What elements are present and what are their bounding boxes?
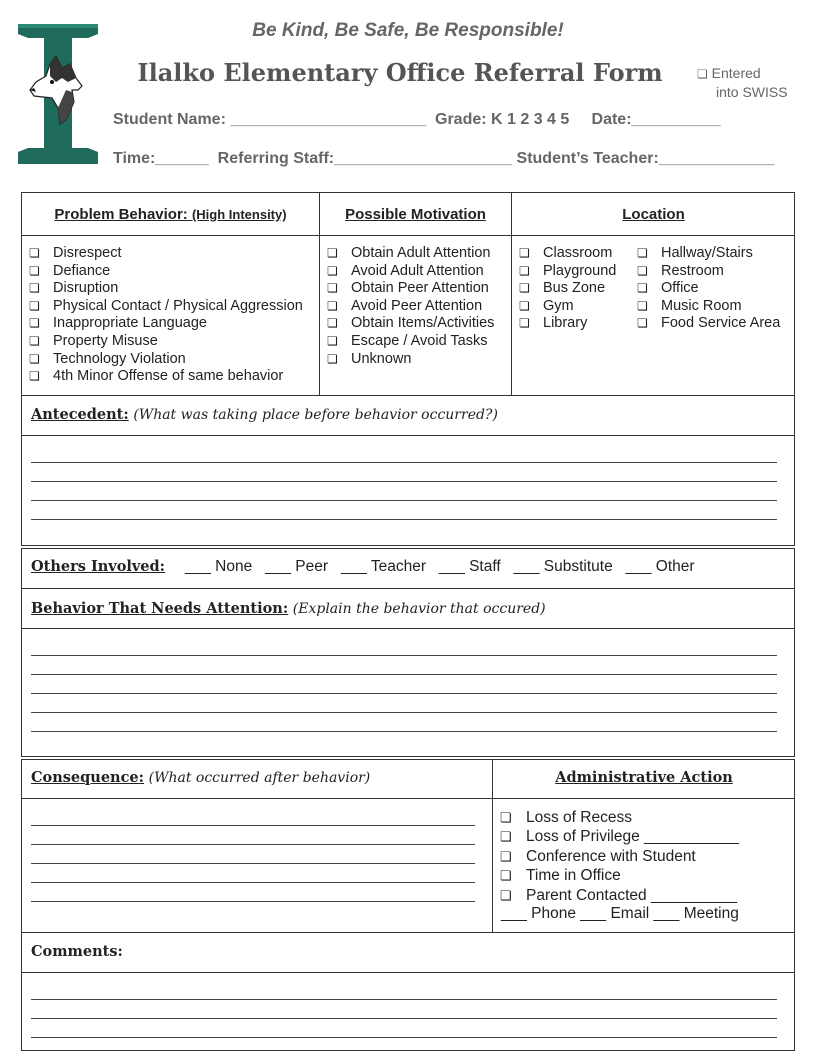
checkbox-icon: ❏ xyxy=(29,316,40,331)
checkbox-icon: ❏ xyxy=(500,868,512,884)
location-option-label: Music Room xyxy=(661,297,742,314)
location-option[interactable] xyxy=(637,263,780,281)
checkbox-icon: ❏ xyxy=(327,351,338,366)
location-header: Location xyxy=(622,206,685,223)
problem-behavior-list xyxy=(29,245,303,386)
administrative-action-option[interactable] xyxy=(500,827,739,846)
checkbox-icon: ❏ xyxy=(519,298,530,313)
checkbox-icon: ❏ xyxy=(29,281,40,296)
write-line[interactable] xyxy=(31,901,475,902)
checkbox-icon: ❏ xyxy=(327,333,338,348)
motivation-option-label: Unknown xyxy=(351,350,412,367)
motivation-option-label: Avoid Peer Attention xyxy=(351,297,483,314)
checkbox-icon: ❏ xyxy=(500,810,512,825)
checkbox-icon: ❏ xyxy=(637,263,648,278)
checkbox-icon: ❏ xyxy=(637,316,648,331)
location-option[interactable] xyxy=(519,245,616,263)
location-option-label: Hallway/Stairs xyxy=(661,245,753,261)
location-option-label: Restroom xyxy=(661,262,724,279)
problem-behavior-option-label: Technology Violation xyxy=(53,350,186,367)
problem-behavior-option[interactable] xyxy=(29,333,303,351)
location-option[interactable] xyxy=(637,280,780,298)
form-title: Ilalko Elementary Office Referral Form xyxy=(137,58,663,87)
checkbox-icon: ❏ xyxy=(637,298,648,313)
checkbox-icon: ❏ xyxy=(500,848,512,864)
problem-behavior-option[interactable] xyxy=(29,315,303,333)
entered-label-2: into SWISS xyxy=(716,84,788,100)
write-line[interactable] xyxy=(31,519,777,520)
divider xyxy=(21,628,795,629)
problem-behavior-option-label: Defiance xyxy=(53,262,111,279)
checkbox-icon: ❏ xyxy=(327,316,338,331)
administrative-action-label: Conference with Student xyxy=(526,847,696,865)
location-option[interactable] xyxy=(519,298,616,316)
write-line[interactable] xyxy=(31,1037,777,1038)
location-option[interactable] xyxy=(637,298,780,316)
administrative-action-option[interactable] xyxy=(500,866,739,885)
motivation-option[interactable] xyxy=(327,263,494,281)
write-line[interactable] xyxy=(31,844,475,845)
administrative-action-list xyxy=(500,808,739,905)
problem-behavior-option[interactable] xyxy=(29,263,303,281)
problem-behavior-option[interactable] xyxy=(29,368,303,386)
location-list-2 xyxy=(637,245,780,333)
checkbox-icon: ❏ xyxy=(327,281,338,296)
location-option-label: Classroom xyxy=(543,245,613,261)
write-line[interactable] xyxy=(31,693,777,694)
administrative-action-label: Parent Contacted __________ xyxy=(526,886,738,904)
checkbox-icon: ❏ xyxy=(327,246,338,260)
location-option[interactable] xyxy=(637,245,780,263)
problem-behavior-option-label: Disruption xyxy=(53,280,119,297)
location-option[interactable] xyxy=(637,315,780,333)
location-option[interactable] xyxy=(519,315,616,333)
problem-behavior-option[interactable] xyxy=(29,280,303,298)
motivation-option[interactable] xyxy=(327,333,494,351)
divider xyxy=(21,395,795,396)
write-line[interactable] xyxy=(31,825,475,826)
motivation-list xyxy=(327,245,494,368)
motivation-option-label: Obtain Adult Attention xyxy=(351,245,491,261)
divider xyxy=(21,972,795,973)
others-involved-heading: Others Involved: xyxy=(31,558,166,575)
divider xyxy=(21,435,795,436)
write-line[interactable] xyxy=(31,712,777,713)
antecedent-heading: Antecedent: (What was taking place before behavior occurred?) xyxy=(31,406,498,423)
form-table-middle xyxy=(21,548,795,757)
checkbox-icon: ❏ xyxy=(519,316,530,331)
others-involved-options[interactable]: ___ None ___ Peer ___ Teacher ___ Staff ___ Substitute ___ Other xyxy=(185,558,695,575)
staff-info-row[interactable]: Time:______ Referring Staff:____________________ Student’s Teacher:_____________ xyxy=(113,150,775,167)
checkbox-icon: ❏ xyxy=(519,246,530,260)
motivation-option-label: Escape / Avoid Tasks xyxy=(351,332,488,349)
divider xyxy=(21,235,795,236)
checkbox-icon: ❏ xyxy=(327,263,338,278)
motivation-option[interactable] xyxy=(327,298,494,316)
administrative-action-option[interactable] xyxy=(500,886,739,905)
motivation-option-label: Avoid Adult Attention xyxy=(351,262,484,279)
entered-label: Entered xyxy=(711,65,761,81)
checkbox-icon: ❏ xyxy=(500,829,512,845)
motivation-option-label: Obtain Peer Attention xyxy=(351,280,489,297)
administrative-action-option[interactable] xyxy=(500,808,739,827)
checkbox-icon: ❏ xyxy=(29,333,40,348)
consequence-heading: Consequence: (What occurred after behavior) xyxy=(31,769,371,786)
problem-behavior-header: Problem Behavior: (High Intensity) xyxy=(54,206,287,223)
motivation-option[interactable] xyxy=(327,245,494,263)
location-option-label: Playground xyxy=(543,262,617,279)
write-line[interactable] xyxy=(31,999,777,1000)
problem-behavior-option-label: Inappropriate Language xyxy=(53,315,207,332)
checkbox-icon: ❏ xyxy=(637,281,648,296)
location-option-label: Office xyxy=(661,280,699,297)
administrative-action-label: Loss of Recess xyxy=(526,809,632,826)
write-line[interactable] xyxy=(31,481,777,482)
location-option-label: Bus Zone xyxy=(543,280,606,297)
problem-behavior-option[interactable] xyxy=(29,351,303,369)
student-info-row[interactable]: Student Name: ______________________ Grade: K 1 2 3 4 5 Date:__________ xyxy=(113,111,721,128)
problem-behavior-option-label: Disrespect xyxy=(53,245,122,261)
administrative-action-label: Time in Office xyxy=(526,867,621,885)
location-option[interactable] xyxy=(519,263,616,281)
checkbox-icon: ❏ xyxy=(637,246,648,260)
administrative-action-heading: Administrative Action xyxy=(555,769,733,786)
problem-behavior-option-label: 4th Minor Offense of same behavior xyxy=(53,368,284,385)
location-option-label: Food Service Area xyxy=(661,315,781,332)
write-line[interactable] xyxy=(31,655,777,656)
problem-behavior-option-label: Property Misuse xyxy=(53,332,158,349)
location-option-label: Library xyxy=(543,315,588,332)
motivation-option[interactable] xyxy=(327,351,494,369)
possible-motivation-header: Possible Motivation xyxy=(345,206,486,223)
administrative-action-label: Loss of Privilege ___________ xyxy=(526,828,739,846)
problem-behavior-option[interactable] xyxy=(29,298,303,316)
checkbox-icon: ❏ xyxy=(500,887,512,903)
write-line[interactable] xyxy=(31,462,777,463)
checkbox-icon: ❏ xyxy=(697,67,708,81)
location-option[interactable] xyxy=(519,280,616,298)
checkbox-icon: ❏ xyxy=(29,246,40,260)
contact-method-options[interactable]: ___ Phone ___ Email ___ Meeting xyxy=(501,905,739,922)
divider xyxy=(21,798,795,799)
location-option-label: Gym xyxy=(543,297,574,314)
problem-behavior-option-label: Physical Contact / Physical Aggression xyxy=(53,297,303,314)
checkbox-icon: ❏ xyxy=(519,263,530,278)
write-line[interactable] xyxy=(31,1018,777,1019)
divider xyxy=(21,588,795,589)
school-motto: Be Kind, Be Safe, Be Responsible! xyxy=(252,20,564,41)
administrative-action-option[interactable] xyxy=(500,847,739,866)
checkbox-icon: ❏ xyxy=(29,263,40,278)
write-line[interactable] xyxy=(31,500,777,501)
comments-heading: Comments: xyxy=(31,943,123,960)
divider xyxy=(21,932,795,933)
checkbox-icon: ❏ xyxy=(327,298,338,313)
checkbox-icon: ❏ xyxy=(29,369,40,384)
problem-behavior-option[interactable] xyxy=(29,245,303,263)
location-list-1 xyxy=(519,245,616,333)
behavior-heading: Behavior That Needs Attention: (Explain the behavior that occured) xyxy=(31,600,546,617)
motivation-option[interactable] xyxy=(327,280,494,298)
checkbox-icon: ❏ xyxy=(29,351,40,366)
write-line[interactable] xyxy=(31,882,475,883)
write-line[interactable] xyxy=(31,674,777,675)
motivation-option-label: Obtain Items/Activities xyxy=(351,315,495,332)
entered-into-swiss-checkbox[interactable] xyxy=(697,64,788,101)
motivation-option[interactable] xyxy=(327,315,494,333)
checkbox-icon: ❏ xyxy=(519,281,530,296)
checkbox-icon: ❏ xyxy=(29,298,40,313)
write-line[interactable] xyxy=(31,863,475,864)
write-line[interactable] xyxy=(31,731,777,732)
